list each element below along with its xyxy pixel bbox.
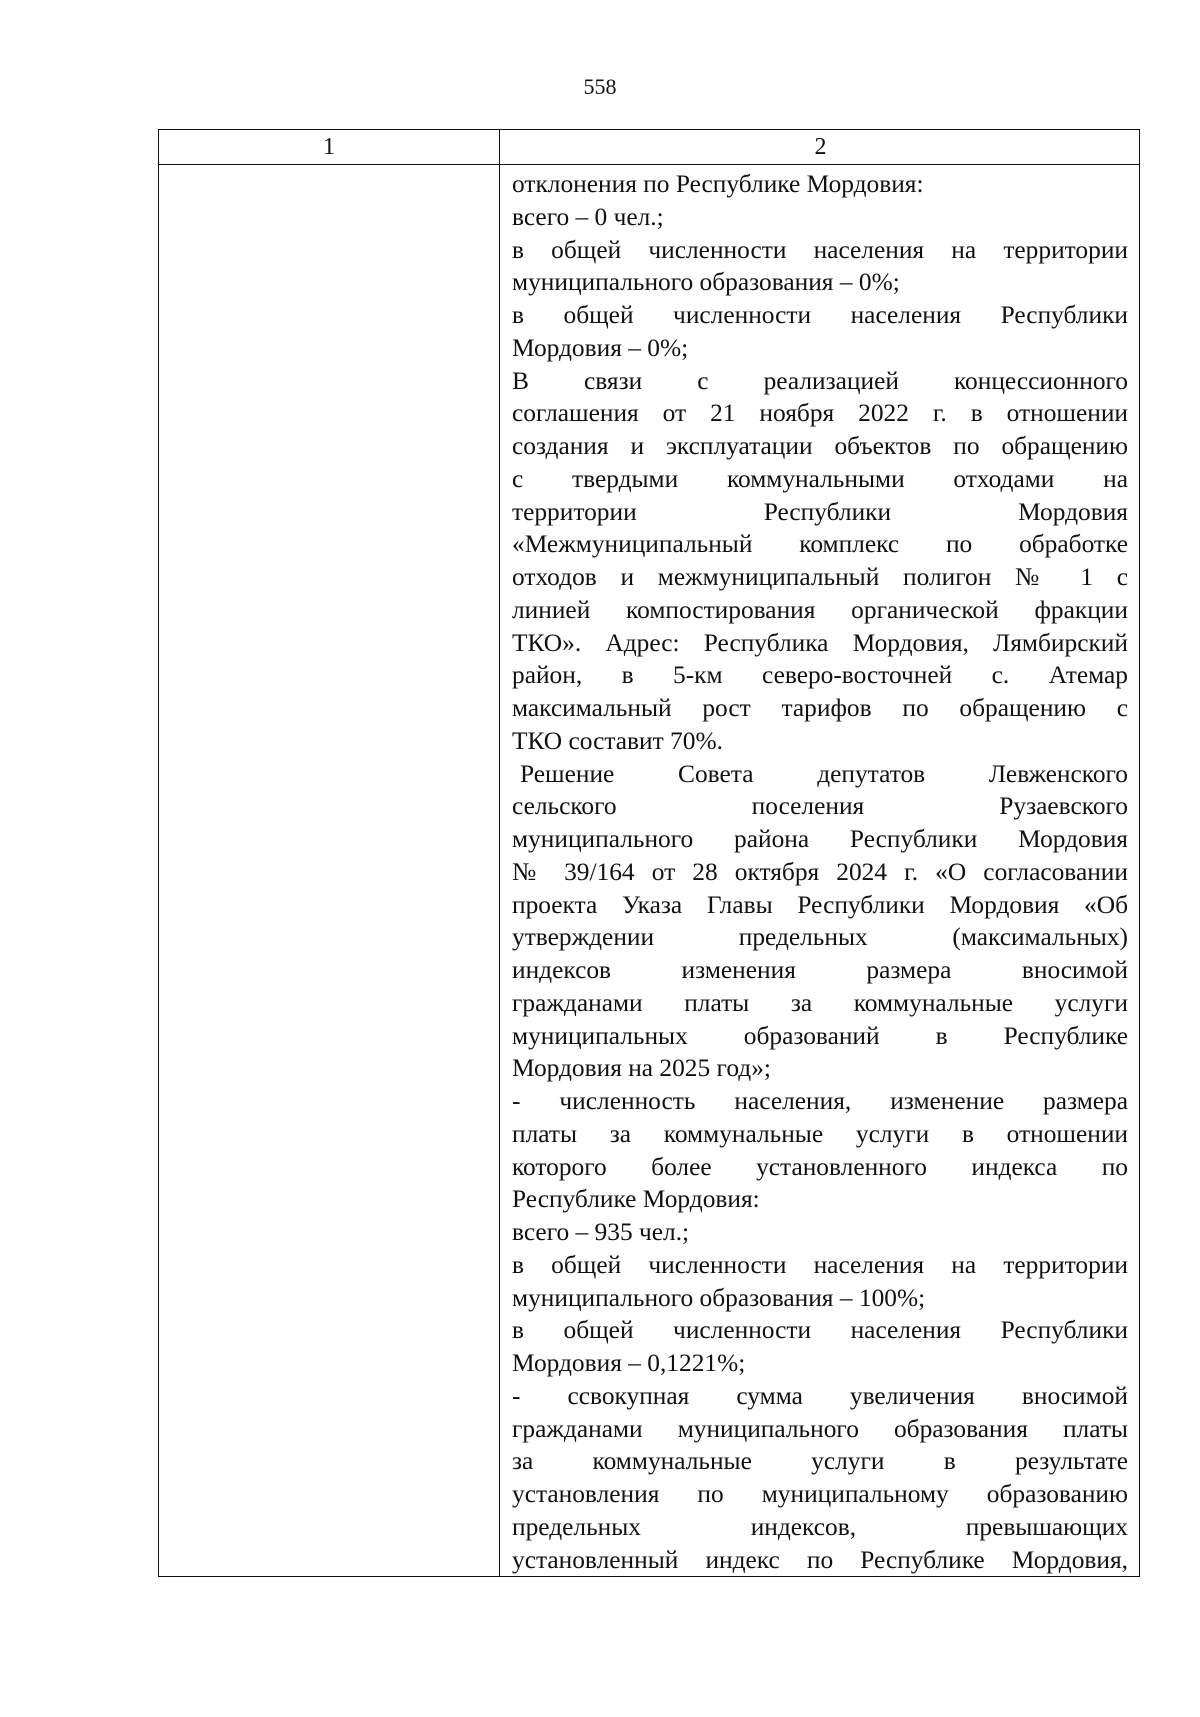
text-line: муниципального образования – 0%; (512, 268, 900, 297)
text-line: - численность населения, изменение размера (512, 1087, 1128, 1115)
text-line: отходов и межмуниципальный полигон № 1 с (512, 563, 1128, 591)
text-line: Республике Мордовия: (512, 1185, 760, 1214)
text-line: муниципальных образований в Республике (512, 1021, 1128, 1050)
text-line: гражданами муниципального образования платы (512, 1414, 1128, 1443)
column-header-2: 2 (814, 134, 827, 160)
text-line: в общей численности населения Республики (512, 301, 1128, 329)
text-line: всего – 0 чел.; (512, 202, 664, 231)
text-line: Мордовия на 2025 год»; (512, 1054, 771, 1083)
text-line: предельных индексов, превышающих (512, 1512, 1128, 1541)
text-line: индексов изменения размера вносимой (512, 956, 1128, 984)
table-header-row (159, 130, 1139, 165)
text-line: в общей численности населения на территории (512, 1250, 1128, 1279)
text-line: установленный индекс по Республике Мордовия, (512, 1545, 1128, 1574)
text-line: В связи с реализацией концессионного (512, 366, 1128, 395)
text-line: проекта Указа Главы Республики Мордовия «Об (512, 890, 1128, 919)
text-line: гражданами платы за коммунальные услуги (512, 988, 1128, 1017)
text-line: № 39/164 от 28 октября 2024 г. «О согласовании (512, 857, 1128, 886)
text-line: муниципального образования – 100%; (512, 1283, 926, 1312)
text-line: - ссвокупная сумма увеличения вносимой (512, 1381, 1128, 1410)
text-line: соглашения от 21 ноября 2022 г. в отношении (512, 399, 1128, 428)
text-line: ТКО составит 70%. (512, 726, 723, 755)
column-2-text (512, 168, 1128, 1576)
text-line: создания и эксплуатации объектов по обращению (512, 432, 1128, 460)
text-line: в общей численности населения на территории (512, 235, 1128, 264)
column-divider (499, 130, 500, 1576)
column-header-1: 1 (323, 134, 335, 160)
text-line: муниципального района Республики Мордовия (512, 825, 1128, 853)
text-line: утверждении предельных (максимальных) (512, 923, 1128, 952)
text-line: Решение Совета депутатов Левженского (520, 759, 1128, 788)
text-line: Мордовия – 0%; (512, 333, 689, 362)
document-table (158, 129, 1140, 1577)
text-line: «Межмуниципальный комплекс по обработке (512, 530, 1128, 559)
text-line: за коммунальные услуги в результате (512, 1447, 1128, 1476)
text-line: Мордовия – 0,1221%; (512, 1349, 746, 1377)
text-line: территории Республики Мордовия (512, 497, 1128, 526)
text-line: платы за коммунальные услуги в отношении (512, 1119, 1128, 1148)
text-line: в общей численности населения Республики (512, 1316, 1128, 1345)
text-line: установления по муниципальному образованию (512, 1480, 1128, 1508)
text-line: ТКО». Адрес: Республика Мордовия, Лямбирский (512, 628, 1128, 657)
text-line: линией компостирования органической фракции (512, 595, 1128, 624)
text-line: максимальный рост тарифов по обращению с (512, 694, 1128, 722)
text-line: всего – 935 чел.; (512, 1218, 690, 1246)
text-line: отклонения по Республике Мордовия: (512, 170, 924, 198)
text-line: сельского поселения Рузаевского (512, 792, 1128, 821)
text-line: с твердыми коммунальными отходами на (512, 464, 1128, 493)
text-line: которого более установленного индекса по (512, 1152, 1128, 1181)
text-line: район, в 5-км северо-восточней с. Атемар (512, 661, 1128, 690)
page-number: 558 (583, 74, 617, 99)
